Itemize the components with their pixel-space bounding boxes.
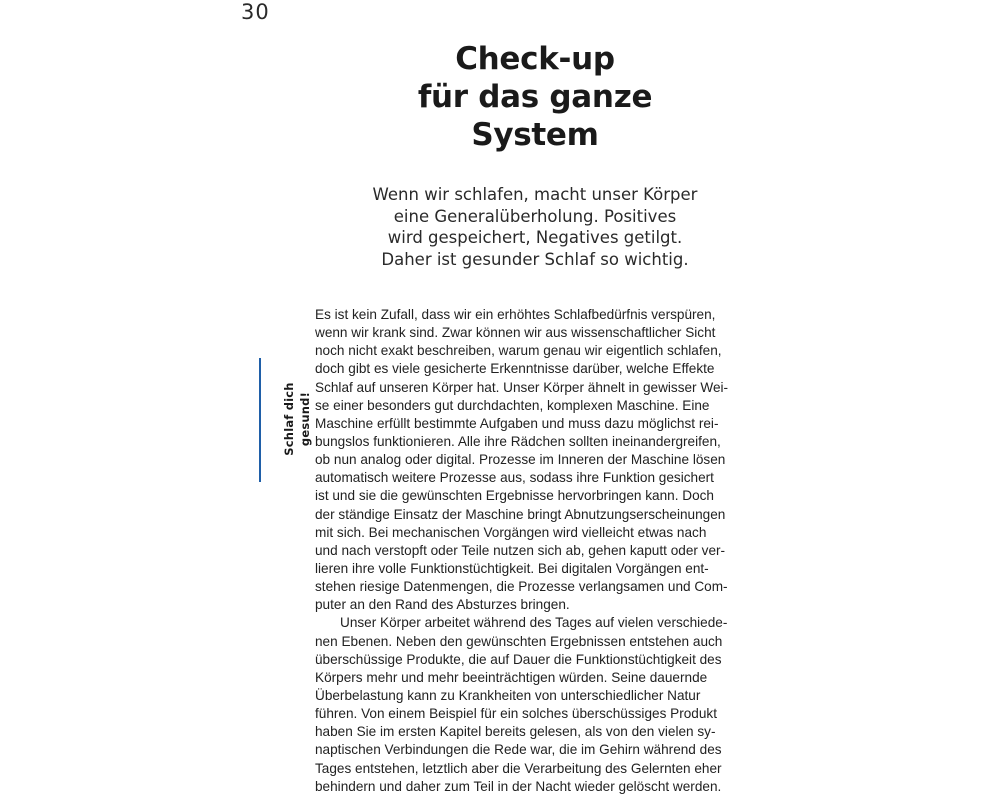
body-line: führen. Von einem Beispiel für ein solches überschüssiges Produkt xyxy=(315,706,717,722)
running-head-rule xyxy=(259,358,261,482)
lead-paragraph xyxy=(335,184,735,271)
chapter-title-line: System xyxy=(471,117,599,153)
body-line: ist und sie die gewünschten Ergebnisse hervorbringen kann. Doch xyxy=(315,488,714,504)
body-line: und nach verstopft oder Teile nutzen sich ab, gehen kaputt oder ver- xyxy=(315,542,726,558)
body-text xyxy=(315,306,755,796)
body-line: naptischen Verbindungen die Rede war, die im Gehirn während des xyxy=(315,742,722,758)
body-line: se einer besonders gut durchdachten, komplexen Maschine. Eine xyxy=(315,397,710,413)
body-line: ob nun analog oder digital. Prozesse im Inneren der Maschine lösen xyxy=(315,452,726,468)
body-line-paragraph-start: Unser Körper arbeitet während des Tages auf vielen verschiede- xyxy=(340,615,728,631)
body-line: der ständige Einsatz der Maschine bringt Abnutzungserscheinungen xyxy=(315,506,726,522)
body-line: Überbelastung kann zu Krankheiten von unterschiedlicher Natur xyxy=(315,687,701,703)
body-line: Körpers mehr und mehr beeinträchtigen würden. Seine dauernde xyxy=(315,669,708,685)
chapter-title-line: Check-up xyxy=(455,41,615,77)
body-line: bungslos funktionieren. Alle ihre Rädchen sollten ineinandergreifen, xyxy=(315,433,721,449)
body-line: puter an den Rand des Absturzes bringen. xyxy=(315,597,570,613)
body-line: nen Ebenen. Neben den gewünschten Ergebnissen entstehen auch xyxy=(315,633,723,649)
body-line: überschüssige Produkte, die auf Dauer die Funktionstüchtigkeit des xyxy=(315,651,722,667)
body-line: haben Sie im ersten Kapitel bereits gelesen, als von den vielen sy- xyxy=(315,724,716,740)
body-line: mit sich. Bei mechanischen Vorgängen wird vielleicht etwas nach xyxy=(315,524,707,540)
body-line: Schlaf auf unseren Körper hat. Unser Körper ähnelt in gewisser Wei- xyxy=(315,379,729,395)
body-line: doch gibt es viele gesicherte Erkenntnisse darüber, welche Effekte xyxy=(315,361,715,377)
chapter-title xyxy=(335,40,735,154)
body-line: noch nicht exakt beschreiben, warum genau wir eigentlich schlafen, xyxy=(315,343,722,359)
body-line: automatisch weitere Prozesse aus, sodass ihre Funktion gesichert xyxy=(315,470,714,486)
body-line: Es ist kein Zufall, dass wir ein erhöhtes Schlafbedürfnis verspüren, xyxy=(315,307,716,322)
body-line: stehen riesige Datenmengen, die Prozesse verlangsamen und Com- xyxy=(315,579,728,595)
page-number: 30 xyxy=(241,0,270,24)
body-line: Maschine erfüllt bestimmte Aufgaben und muss dazu möglichst rei- xyxy=(315,415,719,431)
lead-line: eine Generalüberholung. Positives xyxy=(393,206,677,226)
body-line: Tages entstehen, letztlich aber die Verarbeitung des Gelernten eher xyxy=(315,760,722,776)
running-head-label: Schlaf dich gesund! xyxy=(282,382,312,456)
body-line: lieren ihre volle Funktionstüchtigkeit. Bei digitalen Vorgängen ent- xyxy=(315,560,709,576)
body-line: wenn wir krank sind. Zwar können wir aus wissenschaftlicher Sicht xyxy=(315,325,716,341)
lead-line: Wenn wir schlafen, macht unser Körper xyxy=(372,185,698,204)
lead-line: Daher ist gesunder Schlaf so wichtig. xyxy=(381,250,689,270)
lead-line: wird gespeichert, Negatives getilgt. xyxy=(387,228,683,248)
body-line: behindern und daher zum Teil in der Nacht wieder gelöscht werden. xyxy=(315,778,722,794)
chapter-title-line: für das ganze xyxy=(417,79,653,115)
